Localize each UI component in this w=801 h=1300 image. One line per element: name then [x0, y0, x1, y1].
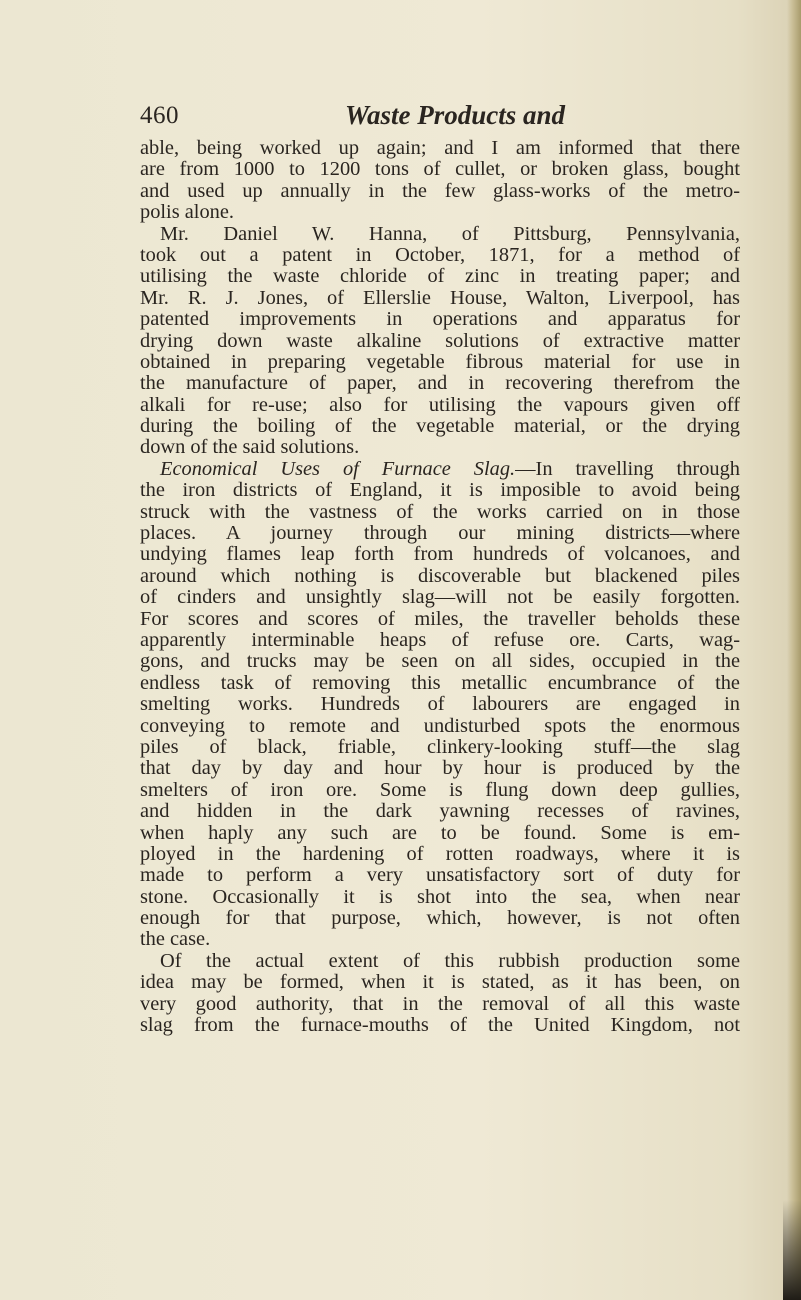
text-line — [140, 138, 740, 159]
line-text: —In travelling through — [515, 458, 740, 480]
body-text — [140, 138, 740, 1036]
line-text: enough for that purpose, which, however, is not often — [140, 908, 740, 930]
line-text: drying down waste alkaline solutions of extractive matter — [140, 330, 740, 352]
line-text: took out a patent in October, 1871, for a method of — [140, 244, 740, 266]
running-head: Waste Products and — [345, 100, 566, 130]
line-text: the case. — [140, 929, 211, 951]
line-text: able, being worked up again; and I am informed that there — [140, 138, 740, 159]
line-text: For scores and scores of miles, the traveller beholds these — [140, 608, 740, 630]
line-text: stone. Occasionally it is shot into the sea, when near — [140, 886, 740, 908]
text-line — [140, 694, 740, 715]
line-text: slag from the furnace-mouths of the United Kingdom, not — [140, 1015, 740, 1037]
text-line — [140, 780, 740, 801]
text-line — [140, 908, 740, 929]
page-edge-dark-corner — [783, 1200, 801, 1300]
line-text: endless task of removing this metallic encumbrance of the — [140, 672, 740, 694]
text-line — [140, 331, 740, 352]
line-text: the manufacture of paper, and in recovering therefrom the — [140, 373, 740, 395]
text-line — [140, 887, 740, 908]
line-text: Mr. R. J. Jones, of Ellerslie House, Walton, Liverpool, has — [140, 287, 740, 309]
line-text: ployed in the hardening of rotten roadways, where it is — [140, 843, 740, 865]
line-text: that day by day and hour by hour is produced by the — [140, 758, 740, 780]
text-line — [140, 865, 740, 886]
text-line — [140, 437, 740, 458]
line-text: of cinders and unsightly slag—will not be easily forgotten. — [140, 587, 740, 609]
text-line — [140, 651, 740, 672]
text-line — [140, 202, 740, 223]
line-text: smelters of iron ore. Some is flung down deep gullies, — [140, 779, 740, 801]
line-text: undying flames leap forth from hundreds of volcanoes, and — [140, 544, 740, 566]
text-line — [140, 266, 740, 287]
line-text: down of the said solutions. — [140, 437, 360, 459]
line-text: struck with the vastness of the works carried on in those — [140, 501, 740, 523]
text-line — [140, 716, 740, 737]
text-line — [140, 245, 740, 266]
line-text: idea may be formed, when it is stated, as it has been, on — [140, 972, 740, 994]
line-text: gons, and trucks may be seen on all sides, occupied in the — [140, 651, 740, 673]
text-line — [140, 844, 740, 865]
text-line — [140, 181, 740, 202]
section-heading-italic: Economical Uses of Furnace Slag. — [160, 458, 516, 480]
text-line — [140, 395, 740, 416]
text-line — [140, 609, 740, 630]
text-line — [140, 587, 740, 608]
line-text: around which nothing is discoverable but blackened piles — [140, 565, 740, 587]
text-line — [140, 630, 740, 651]
text-line — [140, 373, 740, 394]
text-line — [140, 288, 740, 309]
line-text: conveying to remote and undisturbed spots the enormous — [140, 715, 740, 737]
text-line — [140, 544, 740, 565]
line-text: obtained in preparing vegetable fibrous material for use in — [140, 351, 740, 373]
line-text: smelting works. Hundreds of labourers are engaged in — [140, 694, 740, 716]
text-line — [140, 758, 740, 779]
line-text: and hidden in the dark yawning recesses of ravines, — [140, 801, 740, 823]
text-line — [140, 972, 740, 993]
text-line — [140, 801, 740, 822]
line-text: the iron districts of England, it is imposible to avoid being — [140, 480, 740, 502]
text-line — [140, 352, 740, 373]
text-line — [140, 459, 740, 480]
line-text: are from 1000 to 1200 tons of cullet, or broken glass, bought — [140, 159, 740, 181]
line-text: when haply any such are to be found. Some is em- — [140, 822, 740, 844]
line-text: and used up annually in the few glass-works of the metro- — [140, 180, 740, 202]
line-text: patented improvements in operations and apparatus for — [140, 309, 740, 331]
text-line — [140, 823, 740, 844]
line-text: very good authority, that in the removal of all this waste — [140, 993, 740, 1015]
text-line — [140, 673, 740, 694]
text-line — [140, 523, 740, 544]
text-line — [140, 929, 740, 950]
page-edge-shadow — [787, 0, 801, 1300]
line-text: Mr. Daniel W. Hanna, of Pittsburg, Pennsylvania, — [160, 223, 740, 245]
text-line — [140, 502, 740, 523]
text-line — [140, 951, 740, 972]
line-text: places. A journey through our mining districts—where — [140, 523, 740, 545]
line-text: polis alone. — [140, 202, 235, 224]
page-number: 460 — [140, 102, 179, 129]
line-text: piles of black, friable, clinkery-looking stuff—the slag — [140, 736, 740, 758]
text-line — [140, 159, 740, 180]
text-line — [140, 309, 740, 330]
line-text: alkali for re-use; also for utilising the vapours given off — [140, 394, 740, 416]
line-text: utilising the waste chloride of zinc in treating paper; and — [140, 266, 740, 288]
text-line — [140, 480, 740, 501]
text-line — [140, 1015, 740, 1036]
line-text: Of the actual extent of this rubbish production some — [160, 950, 740, 972]
text-line — [140, 994, 740, 1015]
line-text: apparently interminable heaps of refuse ore. Carts, wag- — [140, 629, 740, 651]
text-line — [140, 224, 740, 245]
line-text: during the boiling of the vegetable material, or the drying — [140, 416, 740, 438]
line-text: made to perform a very unsatisfactory sort of duty for — [140, 865, 740, 887]
text-line — [140, 416, 740, 437]
text-line — [140, 737, 740, 758]
text-line — [140, 566, 740, 587]
